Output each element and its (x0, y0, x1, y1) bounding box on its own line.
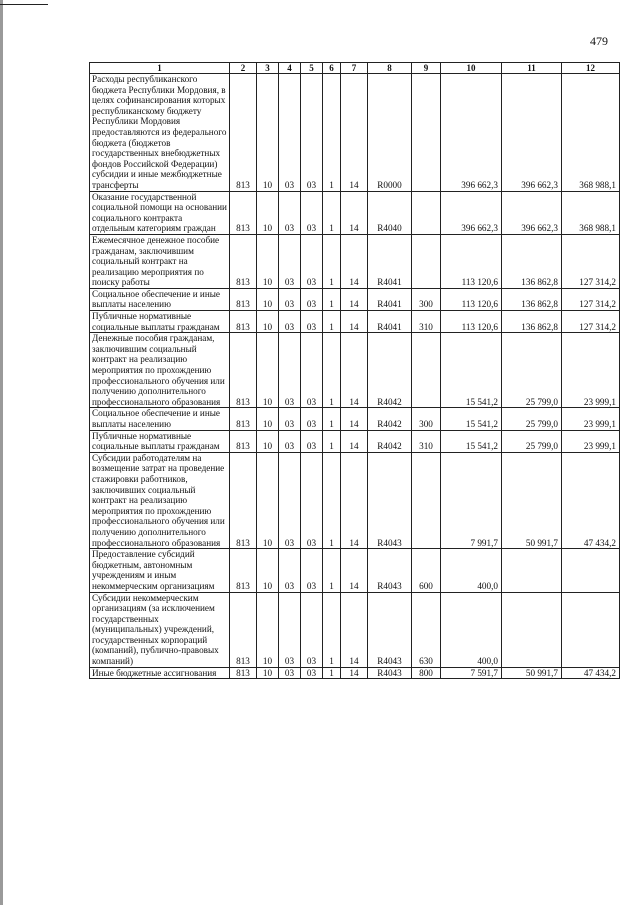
cell-c11: 25 799,0 (502, 408, 562, 430)
cell-c8: R4043 (368, 549, 412, 592)
cell-c2: 813 (230, 191, 257, 234)
cell-c12 (562, 592, 620, 667)
cell-c5: 03 (301, 549, 323, 592)
table-body (90, 74, 620, 679)
cell-c5: 03 (301, 452, 323, 548)
cell-c8: R4042 (368, 430, 412, 452)
cell-c10: 15 541,2 (441, 408, 502, 430)
cell-c4: 03 (279, 311, 301, 333)
cell-c12: 23 999,1 (562, 430, 620, 452)
row-name: Публичные нормативные социальные выплаты гражданам (90, 311, 230, 333)
cell-c5: 03 (301, 74, 323, 192)
cell-c9 (412, 74, 441, 192)
cell-c5: 03 (301, 333, 323, 408)
cell-c4: 03 (279, 408, 301, 430)
cell-c5: 03 (301, 234, 323, 288)
cell-c3: 10 (257, 234, 279, 288)
cell-c6: 1 (323, 311, 341, 333)
cell-c2: 813 (230, 408, 257, 430)
column-header: 11 (502, 63, 562, 74)
cell-c2: 813 (230, 430, 257, 452)
cell-c8: R4042 (368, 333, 412, 408)
column-header: 1 (90, 63, 230, 74)
cell-c10: 400,0 (441, 592, 502, 667)
row-name: Публичные нормативные социальные выплаты гражданам (90, 430, 230, 452)
cell-c12: 368 988,1 (562, 74, 620, 192)
cell-c6: 1 (323, 452, 341, 548)
cell-c4: 03 (279, 191, 301, 234)
cell-c10: 15 541,2 (441, 430, 502, 452)
cell-c6: 1 (323, 234, 341, 288)
cell-c3: 10 (257, 592, 279, 667)
cell-c11: 25 799,0 (502, 333, 562, 408)
cell-c11: 50 991,7 (502, 452, 562, 548)
table-row (90, 288, 620, 310)
cell-c5: 03 (301, 191, 323, 234)
cell-c12 (562, 549, 620, 592)
cell-c3: 10 (257, 288, 279, 310)
cell-c6: 1 (323, 74, 341, 192)
cell-c11: 136 862,8 (502, 311, 562, 333)
cell-c9: 310 (412, 311, 441, 333)
column-header: 8 (368, 63, 412, 74)
cell-c10: 7 991,7 (441, 452, 502, 548)
cell-c2: 813 (230, 592, 257, 667)
cell-c10: 396 662,3 (441, 74, 502, 192)
cell-c9: 300 (412, 408, 441, 430)
cell-c8: R4041 (368, 234, 412, 288)
cell-c3: 10 (257, 311, 279, 333)
cell-c9 (412, 234, 441, 288)
table-row (90, 592, 620, 667)
cell-c2: 813 (230, 234, 257, 288)
row-name: Предоставление субсидий бюджетным, автономным учреждениям и иным некоммерческим организациям (90, 549, 230, 592)
cell-c9: 300 (412, 288, 441, 310)
cell-c6: 1 (323, 667, 341, 679)
table-row (90, 430, 620, 452)
row-name: Социальное обеспечение и иные выплаты населению (90, 288, 230, 310)
cell-c6: 1 (323, 288, 341, 310)
table-row (90, 667, 620, 679)
cell-c12: 47 434,2 (562, 452, 620, 548)
cell-c3: 10 (257, 430, 279, 452)
cell-c6: 1 (323, 408, 341, 430)
cell-c7: 14 (341, 288, 368, 310)
row-name: Иные бюджетные ассигнования (90, 667, 230, 679)
cell-c7: 14 (341, 234, 368, 288)
cell-c6: 1 (323, 592, 341, 667)
cell-c2: 813 (230, 311, 257, 333)
cell-c4: 03 (279, 234, 301, 288)
column-header: 5 (301, 63, 323, 74)
cell-c8: R4042 (368, 408, 412, 430)
cell-c5: 03 (301, 311, 323, 333)
cell-c12: 127 314,2 (562, 288, 620, 310)
cell-c12: 368 988,1 (562, 191, 620, 234)
cell-c10: 7 591,7 (441, 667, 502, 679)
row-name: Социальное обеспечение и иные выплаты населению (90, 408, 230, 430)
column-header: 9 (412, 63, 441, 74)
cell-c8: R4040 (368, 191, 412, 234)
column-header: 7 (341, 63, 368, 74)
cell-c4: 03 (279, 667, 301, 679)
cell-c11: 50 991,7 (502, 667, 562, 679)
column-header: 2 (230, 63, 257, 74)
cell-c6: 1 (323, 191, 341, 234)
column-header: 3 (257, 63, 279, 74)
cell-c2: 813 (230, 667, 257, 679)
cell-c5: 03 (301, 288, 323, 310)
table-row (90, 311, 620, 333)
cell-c3: 10 (257, 333, 279, 408)
table-row (90, 74, 620, 192)
cell-c6: 1 (323, 549, 341, 592)
cell-c4: 03 (279, 333, 301, 408)
cell-c7: 14 (341, 333, 368, 408)
cell-c9: 630 (412, 592, 441, 667)
cell-c7: 14 (341, 191, 368, 234)
cell-c4: 03 (279, 592, 301, 667)
column-header: 4 (279, 63, 301, 74)
cell-c11 (502, 592, 562, 667)
cell-c9: 600 (412, 549, 441, 592)
row-name: Субсидии некоммерческим организациям (за исключением государственных (муниципальных) учреждений, государственных корпораций (компаний), публично-правовых компаний) (90, 592, 230, 667)
cell-c10: 113 120,6 (441, 288, 502, 310)
cell-c8: R0000 (368, 74, 412, 192)
cell-c11: 136 862,8 (502, 288, 562, 310)
cell-c7: 14 (341, 549, 368, 592)
cell-c8: R4043 (368, 592, 412, 667)
row-name: Денежные пособия гражданам, заключившим социальный контракт на реализацию мероприятия по прохождению профессионального обучения или получению дополнительного профессионального образования (90, 333, 230, 408)
budget-table (89, 62, 620, 679)
cell-c12: 23 999,1 (562, 333, 620, 408)
cell-c3: 10 (257, 452, 279, 548)
table-row (90, 452, 620, 548)
cell-c10: 113 120,6 (441, 311, 502, 333)
cell-c2: 813 (230, 452, 257, 548)
column-header: 12 (562, 63, 620, 74)
column-header: 10 (441, 63, 502, 74)
row-name: Ежемесячное денежное пособие гражданам, заключившим социальный контракт на реализацию мероприятия по поиску работы (90, 234, 230, 288)
cell-c12: 127 314,2 (562, 311, 620, 333)
cell-c5: 03 (301, 430, 323, 452)
cell-c5: 03 (301, 408, 323, 430)
cell-c9: 800 (412, 667, 441, 679)
cell-c7: 14 (341, 430, 368, 452)
column-header: 6 (323, 63, 341, 74)
table-header-row (90, 63, 620, 74)
cell-c3: 10 (257, 191, 279, 234)
cell-c3: 10 (257, 667, 279, 679)
cell-c8: R4043 (368, 667, 412, 679)
table-row (90, 234, 620, 288)
cell-c7: 14 (341, 452, 368, 548)
cell-c12: 23 999,1 (562, 408, 620, 430)
table-row (90, 408, 620, 430)
cell-c3: 10 (257, 549, 279, 592)
cell-c2: 813 (230, 74, 257, 192)
cell-c12: 127 314,2 (562, 234, 620, 288)
scan-edge (0, 0, 3, 905)
cell-c7: 14 (341, 408, 368, 430)
cell-c10: 400,0 (441, 549, 502, 592)
cell-c11: 25 799,0 (502, 430, 562, 452)
cell-c9 (412, 452, 441, 548)
cell-c4: 03 (279, 430, 301, 452)
cell-c10: 15 541,2 (441, 333, 502, 408)
cell-c4: 03 (279, 74, 301, 192)
cell-c8: R4041 (368, 311, 412, 333)
cell-c4: 03 (279, 288, 301, 310)
row-name: Оказание государственной социальной помощи на основании социального контракта отдельным категориям граждан (90, 191, 230, 234)
cell-c3: 10 (257, 408, 279, 430)
cell-c6: 1 (323, 430, 341, 452)
row-name: Расходы республиканского бюджета Республики Мордовия, в целях софинансирования которых республиканскому бюджету Республики Мордовия предоставляются из федерального бюджета (бюджетов государственных внебюджетных фондов Российской Федерации) субсидии и иные межбюджетные трансферты (90, 74, 230, 192)
cell-c2: 813 (230, 333, 257, 408)
cell-c10: 113 120,6 (441, 234, 502, 288)
table-row (90, 549, 620, 592)
cell-c11 (502, 549, 562, 592)
cell-c7: 14 (341, 592, 368, 667)
cell-c11: 396 662,3 (502, 74, 562, 192)
cell-c2: 813 (230, 288, 257, 310)
cell-c7: 14 (341, 74, 368, 192)
page-number: 479 (590, 34, 608, 48)
cell-c4: 03 (279, 452, 301, 548)
table-row (90, 191, 620, 234)
cell-c3: 10 (257, 74, 279, 192)
cell-c9 (412, 191, 441, 234)
table-row (90, 333, 620, 408)
cell-c4: 03 (279, 549, 301, 592)
cell-c8: R4043 (368, 452, 412, 548)
cell-c12: 47 434,2 (562, 667, 620, 679)
cell-c5: 03 (301, 667, 323, 679)
cell-c8: R4041 (368, 288, 412, 310)
cell-c5: 03 (301, 592, 323, 667)
cell-c7: 14 (341, 311, 368, 333)
cell-c11: 396 662,3 (502, 191, 562, 234)
row-name: Субсидии работодателям на возмещение затрат на проведение стажировки работников, заключивших социальный контракт на реализацию мероприятия по прохождению профессионального обучения или получению дополнительного профессионального образования (90, 452, 230, 548)
cell-c7: 14 (341, 667, 368, 679)
cell-c10: 396 662,3 (441, 191, 502, 234)
cell-c11: 136 862,8 (502, 234, 562, 288)
cell-c6: 1 (323, 333, 341, 408)
cell-c9: 310 (412, 430, 441, 452)
cell-c2: 813 (230, 549, 257, 592)
scan-top-mark (0, 4, 48, 5)
cell-c9 (412, 333, 441, 408)
